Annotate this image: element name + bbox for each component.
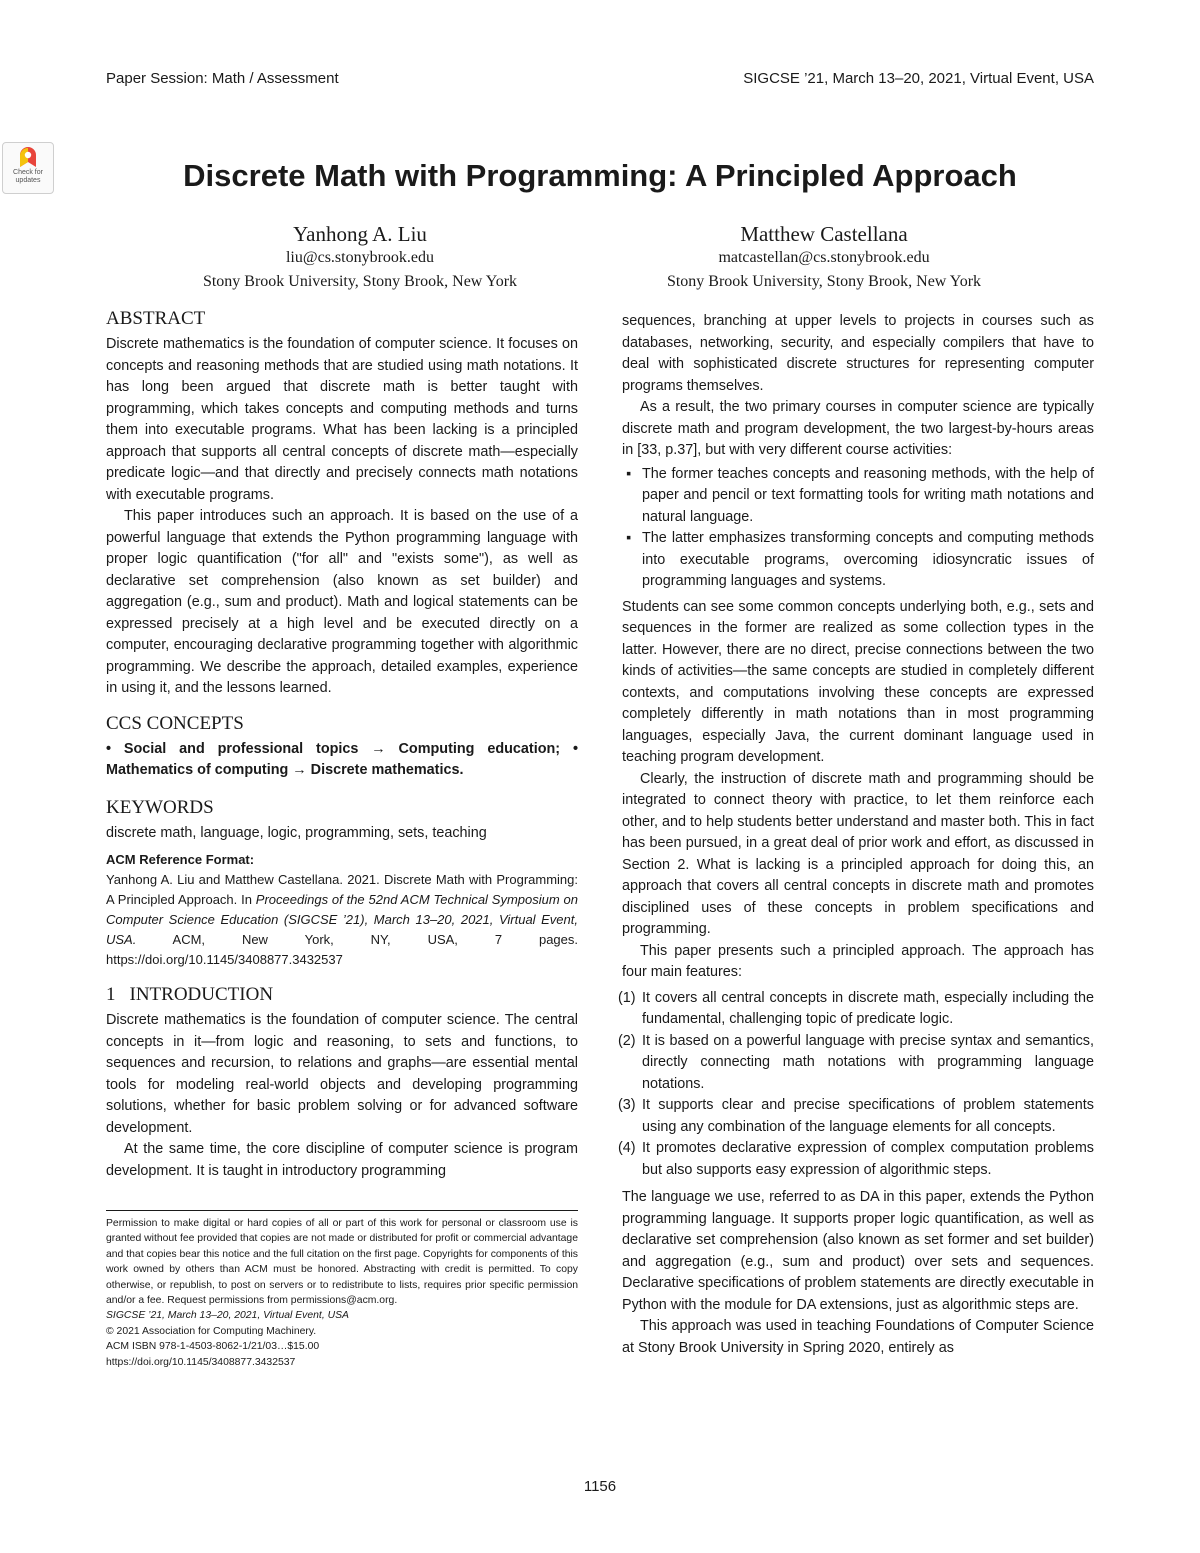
permission-isbn: ACM ISBN 978-1-4503-8062-1/21/03…$15.00: [106, 1341, 320, 1353]
page-number: 1156: [583, 1478, 617, 1495]
body-paragraph: Students can see some common concepts underlying both, e.g., sets and sequences in the former are realized as some collection types in the latter. However, there are no direct, precise connections between the two kinds of activities—the same concepts are studied in completely different contexts, and computations involving these concepts are expressed completely differently in math notations than in most programming languages, especially Java, the current dominant language used in teaching program development.: [622, 598, 1094, 765]
body-paragraph: The language we use, referred to as DA in this paper, extends the Python programming language. It supports proper logic quantification, as well as declarative set comprehension (also known as set former and set builder) and aggregation (e.g., sum and product) over sets and sequences. Declarative specifications of problem statements are directly executable in Python with the module for DA extensions, just as algorithmic steps are.: [622, 1189, 1094, 1313]
reference-text: [106, 870, 578, 970]
crossmark-line1: Check for: [13, 169, 43, 176]
list-number: (4): [618, 1140, 636, 1156]
reference-authors: Yanhong A. Liu and Matthew Castellana. 2021. Discrete Math with Programming: A Principled Approach. In: [106, 872, 578, 907]
reference-venue: Proceedings of the 52nd ACM Technical Symposium on Computer Science Education (SIGCSE ’21), March 13–20, 2021, Virtual Event, USA.: [106, 892, 578, 947]
feature-list: [618, 988, 1094, 1182]
keywords-list: discrete math, language, logic, programming, sets, teaching: [106, 824, 487, 841]
list-item: [618, 1095, 1094, 1138]
list-number: (3): [618, 1097, 636, 1113]
body-paragraph: This approach was used in teaching Foundations of Computer Science at Stony Brook University in Spring 2020, entirely as: [622, 1318, 1094, 1356]
list-number: (1): [618, 989, 636, 1006]
author-email[interactable]: liu@cs.stonybrook.edu: [285, 249, 435, 266]
permission-venue: SIGCSE ’21, March 13–20, 2021, Virtual Event, USA: [106, 1310, 349, 1322]
paper-title: Discrete Math with Programming: A Principled Approach: [183, 158, 1017, 193]
permission-copyright: © 2021 Association for Computing Machinery.: [106, 1325, 317, 1337]
intro-paragraph: At the same time, the core discipline of computer science is program development. It is taught in introductory programming: [106, 1141, 578, 1179]
list-item: [618, 1031, 1094, 1096]
acm-reference-format: [106, 850, 578, 970]
list-item: [618, 1138, 1094, 1181]
list-item: [622, 528, 1094, 593]
author-affiliation: Stony Brook University, Stony Brook, New York: [666, 273, 982, 290]
section-number: 1: [106, 984, 116, 1005]
author-name: Matthew Castellana: [740, 222, 908, 246]
body-paragraph: This paper presents such a principled approach. The approach has four main features:: [622, 942, 1094, 980]
author-block: [594, 222, 1054, 294]
crossmark-line2: updates: [15, 177, 41, 184]
permission-text: Permission to make digital or hard copies of all or part of this work for personal or classroom use is granted without fee provided that copies are not made or distributed for profit or commercial advantage and that copies bear this notice and the full citation on the first page. Copyrights for components of this work owned by others than ACM must be honored. Abstracting with credit is permitted. To copy otherwise, or republish, to post on servers or to redistribute to lists, requires prior specific permission and/or a fee. Request permissions from permissions@acm.org.: [106, 1218, 578, 1307]
reference-label: ACM Reference Format:: [106, 852, 255, 867]
list-item-text: It covers all central concepts in discrete math, especially including the fundamental, challenging topic of predicate logic.: [642, 989, 1094, 1027]
ccs-concepts: • Social and professional topics → Computing education; • Mathematics of computing → Discrete mathematics.: [106, 740, 578, 778]
abstract-paragraph: This paper introduces such an approach. It is based on the use of a powerful language that extends the Python programming language with proper logic quantification ("for all" and "exists some"), as well as declarative set comprehension (also known as set builder) and aggregation (e.g., sum and product). Math and logical statements can be expressed precisely at a high level and be executed directly on a computer, encouraging declarative programming together with algorithmic programming. We describe the approach, detailed examples, experience in using it, and the lessons learned.: [106, 508, 578, 696]
bullet-icon: ▪: [626, 530, 632, 546]
course-activity-list: [622, 464, 1094, 593]
list-item-text: It supports clear and precise specifications of problem statements using any combination of the language elements for all concepts.: [642, 1097, 1094, 1135]
running-header: [106, 70, 1094, 92]
list-item-text: The former teaches concepts and reasoning methods, with the help of paper and pencil or text formatting tools for writing math notations and natural language.: [642, 465, 1094, 525]
author-affiliation: Stony Brook University, Stony Brook, New York: [202, 273, 518, 290]
list-item: [618, 988, 1094, 1031]
intro-paragraph: Discrete mathematics is the foundation of computer science. The central concepts in it—from logic and reasoning, to sets and functions, to sequences and recursion, to relations and graphs—are essential mental tools for modeling real-world objects and developing programming solutions, whether for basic problem solving or for advanced software development.: [106, 1012, 578, 1136]
list-number: (2): [618, 1032, 636, 1049]
body-paragraph: sequences, branching at upper levels to projects in courses such as databases, networking, security, and especially compilers that have to deal with sophisticated discrete structures for representing computer programs themselves.: [622, 313, 1094, 394]
keywords-heading: KEYWORDS: [106, 796, 214, 818]
author-email[interactable]: matcastellan@cs.stonybrook.edu: [718, 249, 930, 266]
list-item-text: It is based on a powerful language with precise syntax and semantics, directly connecting math notations with programming language notations.: [642, 1032, 1094, 1092]
bullet-icon: ▪: [626, 465, 632, 482]
ccs-heading: CCS CONCEPTS: [106, 712, 244, 734]
abstract-heading: ABSTRACT: [106, 308, 206, 329]
right-column: [618, 311, 1094, 1359]
abstract-paragraph: Discrete mathematics is the foundation of computer science. It focuses on concepts and reasoning methods that are studied using math notations. It has long been argued that discrete math is better taught with programming, which takes concepts and computing methods and turns them into executable programs. What has been lacking is a principled approach that supports all central concepts of discrete math—especially predicate logic—and that directly and precisely connects math notations with executable programs.: [106, 336, 578, 503]
list-item-text: The latter emphasizes transforming concepts and computing methods into executable programs, overcoming idiosyncratic issues of programming languages and systems.: [642, 530, 1094, 589]
permission-doi[interactable]: https://doi.org/10.1145/3408877.3432537: [106, 1356, 296, 1368]
header-session: Paper Session: Math / Assessment: [106, 70, 339, 87]
list-item: [622, 464, 1094, 529]
section-title: INTRODUCTION: [129, 984, 274, 1005]
list-item-text: It promotes declarative expression of complex computation problems but also supports easy expression of algorithmic steps.: [642, 1140, 1094, 1178]
author-block: [130, 222, 590, 294]
introduction-heading: [106, 982, 578, 1008]
body-paragraph: As a result, the two primary courses in computer science are typically discrete math and program development, the two largest-by-hours areas in [33, p.37], but with very different course activities:: [622, 399, 1094, 458]
body-paragraph: Clearly, the instruction of discrete math and programming should be integrated to connect theory with practice, to let them reinforce each other, and to help students better understand and master both. This in fact has been pursued, in a great deal of prior work and effort, as discussed in Section 2. What is lacking is a principled approach for doing this, an approach that covers all central concepts in discrete math and promotes disciplined uses of these concepts in problem specifications and programming.: [622, 770, 1094, 937]
header-conference: SIGCSE ’21, March 13–20, 2021, Virtual Event, USA: [743, 70, 1094, 87]
left-column: [106, 306, 578, 1182]
reference-publisher-doi[interactable]: ACM, New York, NY, USA, 7 pages. https://doi.org/10.1145/3408877.3432537: [106, 932, 578, 967]
permission-notice: [106, 1210, 578, 1370]
author-name: Yanhong A. Liu: [293, 222, 427, 246]
